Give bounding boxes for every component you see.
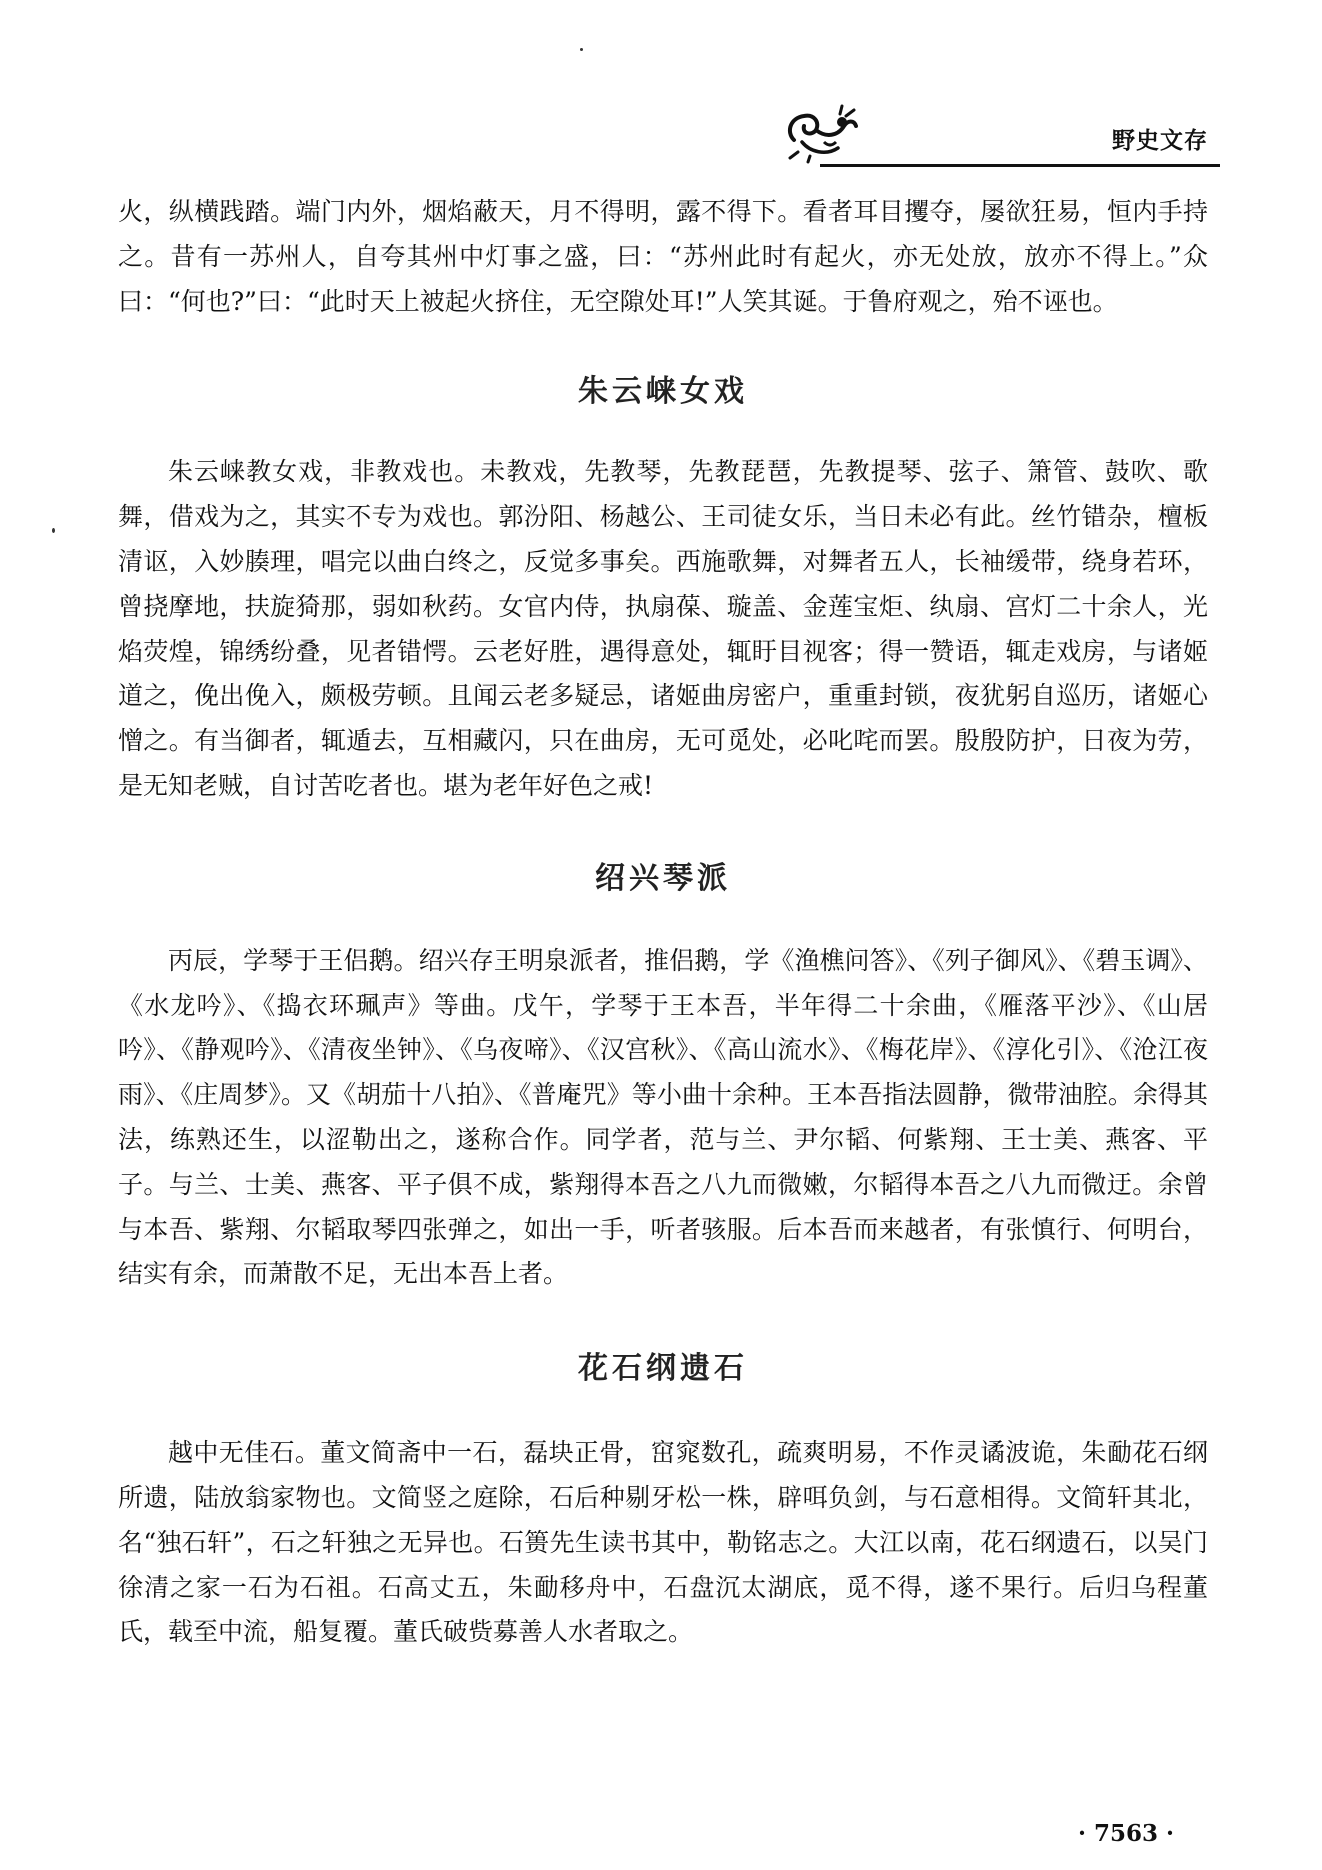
body-paragraph: 丙辰，学琴于王侣鹅。绍兴存王明泉派者，推侣鹅，学《渔樵问答》、《列子御风》、《碧玉调》、《水龙吟》、《捣衣环珮声》等曲。戊午，学琴于王本吾，半年得二十余曲，《雁落平沙》、《山居吟》、《静观吟》、《清夜坐钟》、《乌夜啼》、《汉宫秋》、《高山流水》、《梅花岸》、《淳化引》、《沧江夜雨》、《庄周梦》。又《胡茄十八拍》、《普庵咒》等小曲十余种。王本吾指法圆静，微带油腔。余得其法，练熟还生，以涩勒出之，遂称合作。同学者，范与兰、尹尔韬、何紫翔、王士美、燕客、平子。与兰、士美、燕客、平子俱不成，紫翔得本吾之八九而微嫩，尔韬得本吾之八九而微迂。余曾与本吾、紫翔、尔韬取琴四张弹之，如出一手，听者骇服。后本吾而来越者，有张慎行、何明台，结实有余，而萧散不足，无出本吾上者。	[118, 945, 1208, 1289]
scan-speck	[580, 48, 583, 51]
header-rule	[820, 164, 1220, 167]
body-paragraph: 火，纵横践踏。端门内外，烟焰蔽天，月不得明，露不得下。看者耳目攫夺，屡欲狂易，恒内手持之。昔有一苏州人，自夸其州中灯事之盛，曰：“苏州此时有起火，亦无处放，放亦不得上。”众曰：“何也?”曰：“此时天上被起火挤住，无空隙处耳!”人笑其诞。于鲁府观之，殆不诬也。	[118, 197, 1208, 316]
page-body	[118, 190, 1208, 1655]
scan-speck	[52, 528, 55, 533]
dragon-emblem-icon	[780, 102, 860, 164]
page-header	[780, 92, 1220, 172]
body-paragraph: 朱云崃教女戏，非教戏也。未教戏，先教琴，先教琵琶，先教提琴、弦子、箫管、鼓吹、歌舞，借戏为之，其实不专为戏也。郭汾阳、杨越公、王司徒女乐，当日未必有此。丝竹错杂，檀板清讴，入妙腠理，唱完以曲白终之，反觉多事矣。西施歌舞，对舞者五人，长袖缓带，绕身若环，曾挠摩地，扶旋猗那，弱如秋药。女官内侍，执扇葆、璇盖、金莲宝炬、纨扇、宫灯二十余人，光焰荧煌，锦绣纷叠，见者错愕。云老好胜，遇得意处，辄盱目视客；得一赞语，辄走戏房，与诸姬道之，俛出俛入，颇极劳顿。且闻云老多疑忌，诸姬曲房密户，重重封锁，夜犹躬自巡历，诸姬心憎之。有当御者，辄遁去，互相藏闪，只在曲房，无可觅处，必叱咤而罢。殷殷防护，日夜为劳，是无知老贼，自讨苦吃者也。堪为老年好色之戒!	[118, 457, 1208, 800]
section-title: 朱云崃女戏	[578, 374, 748, 410]
body-paragraph: 越中无佳石。董文简斋中一石，磊块正骨，窋窕数孔，疏爽明易，不作灵谲波诡，朱勔花石纲所遗，陆放翁家物也。文简竖之庭除，石后种剔牙松一株，辟咡负剑，与石意相得。文简轩其北，名“独石轩”，石之轩独之无异也。石篑先生读书其中，勒铭志之。大江以南，花石纲遗石，以吴门徐清之家一石为石祖。石高丈五，朱勔移舟中，石盘沉太湖底，觅不得，遂不果行。后归乌程董氏，载至中流，船复覆。董氏破赀募善人水者取之。	[118, 1438, 1208, 1647]
book-title: 野史文存	[1112, 128, 1208, 154]
page-number: · 7563 ·	[1077, 1820, 1174, 1847]
section-title: 绍兴琴派	[595, 860, 731, 896]
section-title: 花石纲遗石	[578, 1351, 748, 1387]
